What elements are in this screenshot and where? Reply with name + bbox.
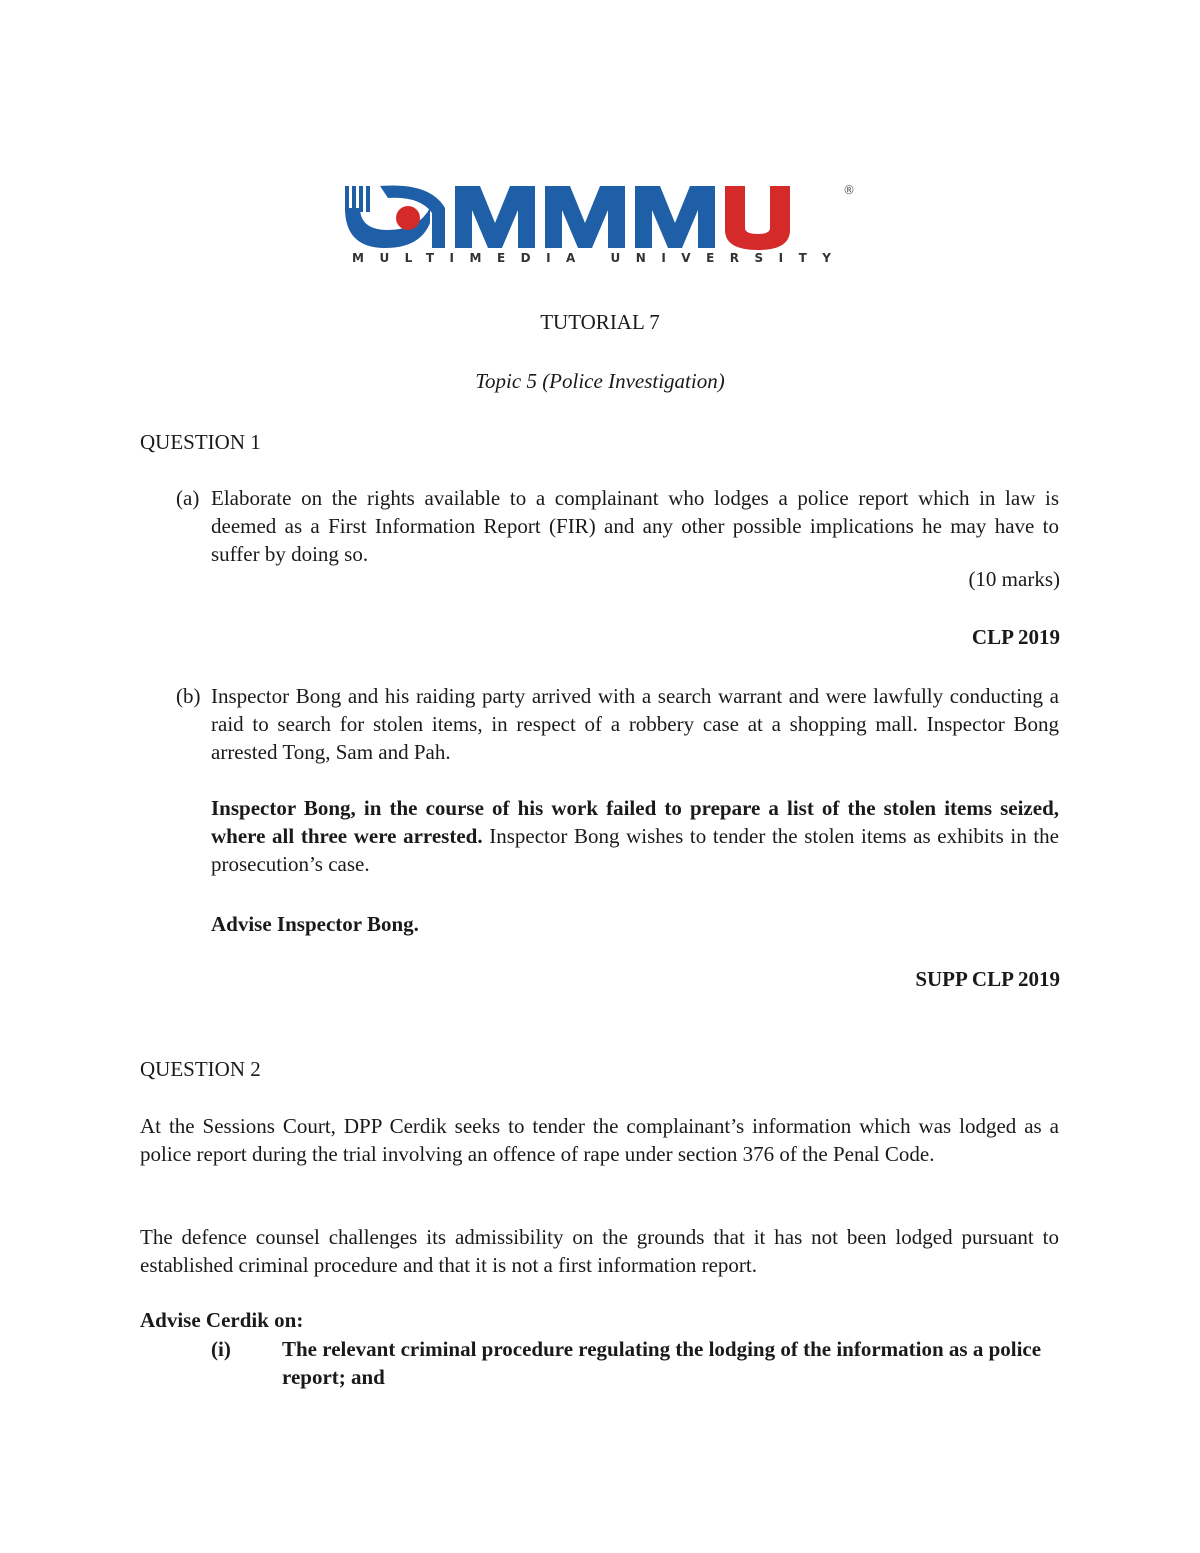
q1b-advise: Advise Inspector Bong. [211, 912, 419, 936]
q1b-bold-fact: Inspector Bong, in the course of his work failed to prepare a list of the stolen items seized, where all three were arrested. [211, 796, 1059, 848]
q1b-facts [211, 794, 1059, 878]
tutorial-title: TUTORIAL 7 [540, 310, 660, 334]
question-1-heading: QUESTION 1 [140, 430, 261, 454]
q2-item-i-label: (i) [211, 1337, 231, 1361]
q2-advise: Advise Cerdik on: [140, 1308, 304, 1332]
q1a-label: (a) [176, 486, 200, 510]
q1a-marks: (10 marks) [968, 567, 1060, 591]
registered-mark: ® [843, 183, 855, 197]
q1a-text: Elaborate on the rights available to a complainant who lodges a police report which in law is deemed as a First Information Report (FIR) and any other possible implications he may have to suffer by doing so. [211, 486, 1059, 566]
q1b-label: (b) [176, 684, 201, 708]
q1b-rest-fact: Inspector Bong wishes to tender the stolen items as exhibits in the prosecution’s case. [211, 824, 1060, 876]
q2-para-2: The defence counsel challenges its admissibility on the grounds that it has not been lodged pursuant to established criminal procedure and that it is not a first information report. [140, 1225, 1059, 1277]
topic-subtitle: Topic 5 (Police Investigation) [475, 369, 725, 393]
question-2-heading: QUESTION 2 [140, 1057, 261, 1081]
q2-para-1: At the Sessions Court, DPP Cerdik seeks to tender the complainant’s information which was lodged as a police report during the trial involving an offence of rape under section 376 of the Penal Code. [140, 1114, 1059, 1166]
q1a-source: CLP 2019 [971, 625, 1060, 649]
q1b-source: SUPP CLP 2019 [915, 967, 1060, 991]
q1b-text: Inspector Bong and his raiding party arrived with a search warrant and were lawfully conducting a raid to search for stolen items, in respect of a robbery case at a shopping mall. Inspector Bong arrested Tong, Sam and Pah. [211, 684, 1059, 764]
logo-tagline: MULTIMEDIA UNIVERSITY [352, 251, 847, 265]
q2-item-i-text: The relevant criminal procedure regulating the lodging of the information as a police report; and [282, 1337, 1042, 1389]
mmu-logo [340, 178, 870, 268]
